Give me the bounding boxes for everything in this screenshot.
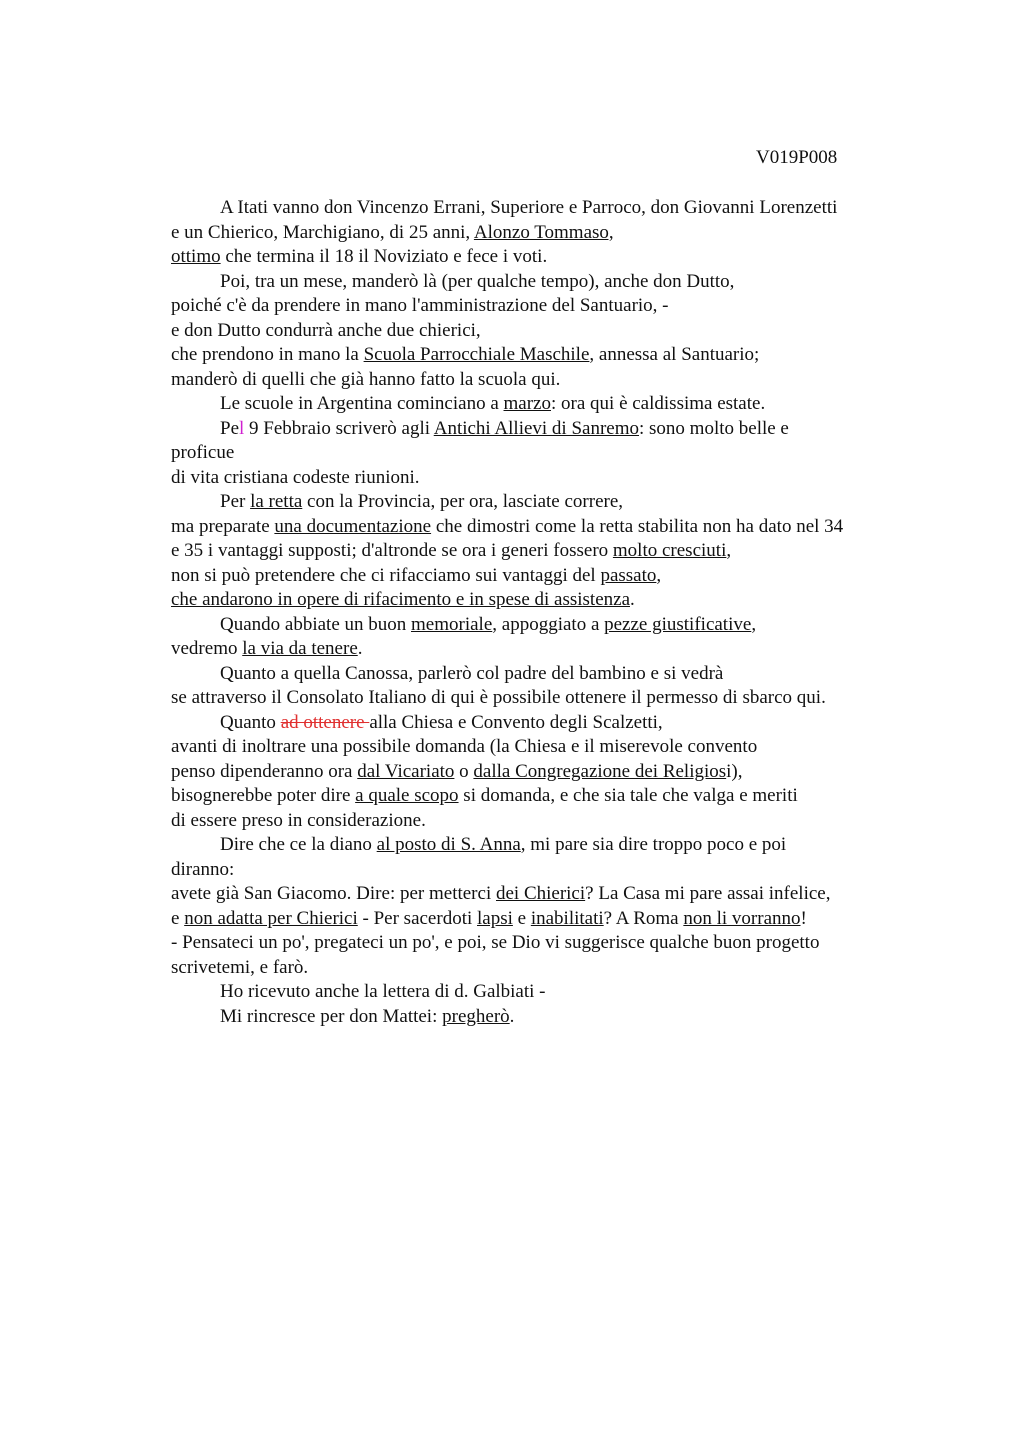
underlined-text: molto cresciuti bbox=[612, 540, 727, 561]
text-span: 9 Febbraio scriverò agli bbox=[244, 417, 434, 439]
text-line bbox=[171, 956, 931, 981]
text-line bbox=[171, 490, 931, 515]
text-span: non si può pretendere che ci rifacciamo sui vantaggi del bbox=[171, 564, 601, 586]
text-span: Quanto a quella Canossa, parlerò col padre del bambino e si vedrà bbox=[220, 662, 724, 684]
text-line bbox=[171, 392, 931, 417]
underlined-text: pregherò bbox=[442, 1005, 510, 1027]
text-span: e bbox=[171, 907, 185, 929]
text-line bbox=[171, 515, 931, 540]
underlined-text: dal Vicariato bbox=[357, 760, 455, 782]
text-span: Pe bbox=[220, 417, 239, 439]
text-line bbox=[171, 270, 931, 295]
text-span: , mi pare sia dire troppo poco e poi bbox=[520, 834, 787, 855]
text-line bbox=[171, 662, 931, 687]
text-line bbox=[171, 711, 931, 736]
text-span: Mi rincresce per don Mattei: bbox=[220, 1005, 443, 1027]
underlined-text: memoriale bbox=[411, 613, 493, 635]
text-span: Ho ricevuto anche la lettera di d. Galbiati - bbox=[220, 981, 546, 1002]
text-line bbox=[171, 588, 931, 613]
text-line bbox=[171, 735, 931, 760]
text-span: di vita cristiana codeste riunioni. bbox=[171, 466, 420, 488]
text-span: - Pensateci un po', pregateci un po', e poi, se Dio vi suggerisce qualche buon progetto bbox=[171, 932, 820, 953]
underlined-text: Scuola Parrocchiale Maschile bbox=[363, 344, 590, 365]
text-span: . bbox=[357, 638, 363, 659]
text-span: vedremo bbox=[171, 638, 243, 659]
underlined-text: non li vorranno bbox=[683, 907, 801, 929]
text-span: Quanto bbox=[220, 711, 281, 733]
text-span: e don Dutto condurrà anche due chierici, bbox=[171, 319, 481, 341]
text-line bbox=[171, 466, 931, 491]
underlined-text: ottimo bbox=[171, 246, 221, 267]
text-span: se attraverso il Consolato Italiano di qui è possibile ottenere il permesso di sbarco qui. bbox=[171, 687, 826, 708]
text-line bbox=[171, 784, 931, 809]
underlined-text: Antichi Allievi di Sanremo bbox=[433, 417, 639, 439]
text-span: bisognerebbe poter dire bbox=[171, 785, 356, 806]
text-line bbox=[171, 319, 931, 344]
text-span: e bbox=[512, 907, 531, 929]
text-line bbox=[171, 196, 931, 221]
text-line bbox=[171, 882, 931, 907]
text-span: scrivetemi, e farò. bbox=[171, 956, 309, 978]
text-line bbox=[171, 417, 931, 442]
text-span: di essere preso in considerazione. bbox=[171, 809, 426, 831]
underlined-text: una documentazione bbox=[274, 515, 432, 537]
text-span: penso dipenderanno ora bbox=[171, 760, 358, 782]
page-identifier: V019P008 bbox=[756, 147, 838, 168]
text-span: avanti di inoltrare una possibile domanda (la Chiesa e il miserevole convento bbox=[171, 736, 758, 757]
text-span: avete già San Giacomo. Dire: per metterci bbox=[171, 883, 496, 904]
underlined-text: dalla Congregazione dei Religios bbox=[473, 760, 727, 782]
text-span: o bbox=[454, 760, 474, 782]
text-line bbox=[171, 539, 931, 564]
text-span: . bbox=[630, 589, 635, 610]
underlined-text: dei Chierici bbox=[495, 883, 586, 904]
text-span: poiché c'è da prendere in mano l'amministrazione del Santuario, - bbox=[171, 295, 669, 316]
highlighted-letter: l bbox=[239, 417, 245, 439]
text-line bbox=[171, 343, 931, 368]
text-span: , bbox=[656, 564, 662, 586]
text-line bbox=[171, 931, 931, 956]
text-line bbox=[171, 833, 931, 858]
text-line bbox=[171, 907, 931, 932]
text-span: Le scuole in Argentina cominciano a bbox=[220, 393, 504, 414]
text-line bbox=[171, 858, 931, 883]
text-line bbox=[171, 760, 931, 785]
text-span: Dire che ce la diano bbox=[220, 834, 377, 855]
underlined-text: la via da tenere bbox=[242, 638, 358, 659]
text-span: diranno: bbox=[171, 858, 235, 880]
text-span: che prendono in mano la bbox=[171, 344, 364, 365]
text-span: , annessa al Santuario; bbox=[589, 344, 760, 365]
underlined-text: marzo bbox=[503, 393, 551, 414]
text-line bbox=[171, 613, 931, 638]
text-line bbox=[171, 245, 931, 270]
underlined-text: che andarono in opere di rifacimento e in spese di assistenza bbox=[171, 589, 630, 610]
underlined-text: la retta bbox=[250, 491, 303, 512]
text-line bbox=[171, 1005, 931, 1030]
text-span: alla Chiesa e Convento degli Scalzetti, bbox=[369, 711, 663, 733]
text-span: ! bbox=[800, 907, 807, 929]
underlined-text: al posto di S. Anna bbox=[376, 834, 521, 855]
text-span: : sono molto belle e bbox=[639, 417, 789, 439]
text-span: che dimostri come la retta stabilita non ha dato nel 34 bbox=[431, 515, 844, 537]
text-span: - Per sacerdoti bbox=[357, 907, 477, 929]
text-span: : ora qui è caldissima estate. bbox=[551, 393, 766, 414]
underlined-text: passato bbox=[600, 564, 657, 586]
letter-body bbox=[171, 196, 931, 1029]
text-span: ma preparate bbox=[171, 515, 275, 537]
text-line bbox=[171, 368, 931, 393]
text-line bbox=[171, 564, 931, 589]
text-line bbox=[171, 637, 931, 662]
underlined-text: pezze giustificative bbox=[604, 613, 752, 635]
text-span: proficue bbox=[171, 442, 235, 463]
text-span: manderò di quelli che già hanno fatto la scuola qui. bbox=[171, 368, 561, 390]
text-line bbox=[171, 686, 931, 711]
text-line bbox=[171, 441, 931, 466]
underlined-text: non adatta per Chierici bbox=[184, 907, 358, 929]
text-line bbox=[171, 221, 931, 246]
text-span: con la Provincia, per ora, lasciate correre, bbox=[302, 491, 624, 512]
underlined-text: a quale scopo bbox=[355, 785, 459, 806]
text-line bbox=[171, 980, 931, 1005]
text-span: , bbox=[726, 540, 732, 561]
text-span: i), bbox=[726, 760, 743, 782]
text-span: , bbox=[751, 613, 757, 635]
text-span: ? La Casa mi pare assai infelice, bbox=[585, 883, 831, 904]
text-span: Per bbox=[220, 491, 251, 512]
text-line bbox=[171, 294, 931, 319]
struck-text: ad ottenere bbox=[280, 711, 370, 733]
text-span: , appoggiato a bbox=[492, 613, 605, 635]
underlined-text: lapsi bbox=[477, 907, 513, 929]
text-span: A Itati vanno don Vincenzo Errani, Superiore e Parroco, don Giovanni Lorenzetti bbox=[220, 197, 838, 218]
text-line bbox=[171, 809, 931, 834]
text-span: ? A Roma bbox=[603, 907, 684, 929]
text-span: . bbox=[509, 1005, 515, 1027]
text-span: Quando abbiate un buon bbox=[220, 613, 412, 635]
underlined-text: inabilitati bbox=[530, 907, 604, 929]
text-span: Poi, tra un mese, manderò là (per qualche tempo), anche don Dutto, bbox=[220, 270, 735, 292]
text-span: e 35 i vantaggi supposti; d'altronde se ora i generi fossero bbox=[171, 540, 613, 561]
text-span: che termina il 18 il Noviziato e fece i voti. bbox=[220, 246, 548, 267]
text-span: si domanda, e che sia tale che valga e meriti bbox=[458, 785, 798, 806]
text-span: e un Chierico, Marchigiano, di 25 anni, bbox=[171, 221, 474, 243]
underlined-text: Alonzo Tommaso, bbox=[473, 221, 614, 243]
